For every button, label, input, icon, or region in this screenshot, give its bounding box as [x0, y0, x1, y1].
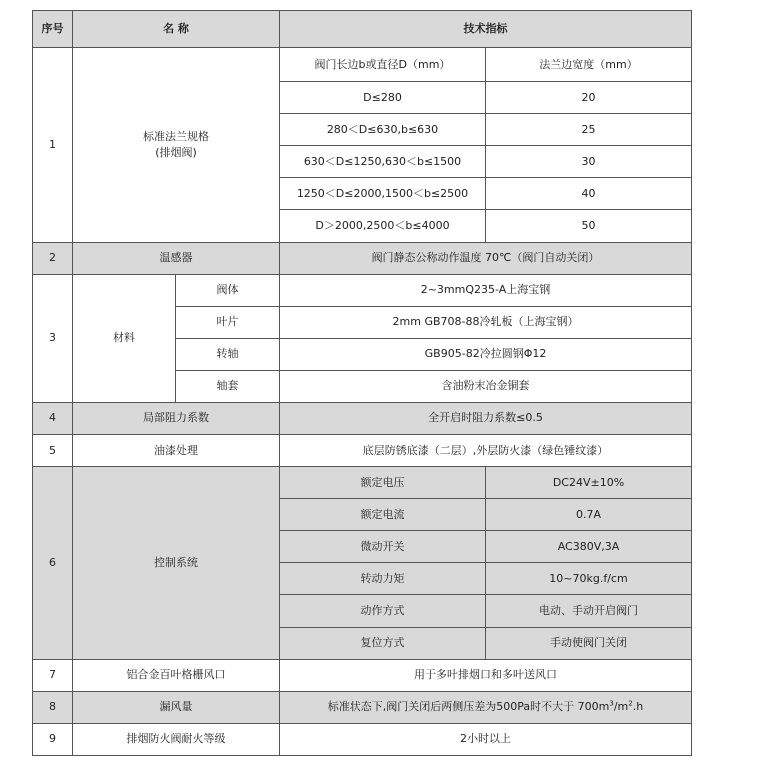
row-3-spec: GB905-82冷拉圆钢Φ12 [280, 338, 692, 370]
row-4 [33, 402, 692, 434]
row-2-spec: 阀门静态公称动作温度 70℃（阀门自动关闭） [280, 242, 692, 274]
row-6-no: 6 [33, 467, 73, 659]
row-6-value: AC380V,3A [486, 531, 692, 563]
row-6-param: 复位方式 [280, 627, 486, 659]
row-8-spec [280, 691, 692, 723]
row-7-name: 铝合金百叶格栅风口 [73, 659, 280, 691]
row-7-no: 7 [33, 659, 73, 691]
row-1-width: 40 [486, 178, 692, 210]
row-8-spec-mid: /m [613, 700, 629, 714]
row-6-param: 额定电流 [280, 499, 486, 531]
row-4-name: 局部阻力系数 [73, 402, 280, 434]
row-6-param: 微动开关 [280, 531, 486, 563]
header-no: 序号 [33, 11, 73, 48]
row-1-width: 25 [486, 114, 692, 146]
row-6-value: 0.7A [486, 499, 692, 531]
row-3-spec: 2mm GB708-88冷轧板（上海宝钢） [280, 306, 692, 338]
row-6-value: 电动、手动开启阀门 [486, 595, 692, 627]
row-1-range: D≤280 [280, 82, 486, 114]
row-5-name: 油漆处理 [73, 435, 280, 467]
row-3-no: 3 [33, 274, 73, 402]
row-8-no: 8 [33, 691, 73, 723]
row-7-spec: 用于多叶排烟口和多叶送风口 [280, 659, 692, 691]
row-6-param: 转动力矩 [280, 563, 486, 595]
row-8-spec-end: .h [632, 700, 644, 714]
header-row [33, 11, 692, 48]
row-3-part: 转轴 [176, 338, 280, 370]
row-6-param: 动作方式 [280, 595, 486, 627]
row-4-no: 4 [33, 402, 73, 434]
row-8-spec-sup1: 3 [609, 699, 614, 708]
row-6-item [33, 467, 692, 499]
row-1-subheader-col2: 法兰边宽度（mm） [486, 48, 692, 82]
row-8 [33, 691, 692, 723]
row-5-spec: 底层防锈底漆（二层）,外层防火漆（绿色锤纹漆） [280, 435, 692, 467]
row-3-name: 材料 [73, 274, 176, 402]
header-name: 名 称 [73, 11, 280, 48]
row-3-spec: 2~3mmQ235-A上海宝钢 [280, 274, 692, 306]
row-1-no: 1 [33, 48, 73, 242]
row-2-name: 温感器 [73, 242, 280, 274]
row-3-part: 轴套 [176, 370, 280, 402]
row-8-spec-sup2: 2 [628, 699, 633, 708]
row-1-width: 20 [486, 82, 692, 114]
row-1-range: 280＜D≤630,b≤630 [280, 114, 486, 146]
row-1-range: 630＜D≤1250,630＜b≤1500 [280, 146, 486, 178]
row-3-part: 阀体 [176, 274, 280, 306]
row-2-no: 2 [33, 242, 73, 274]
row-4-spec: 全开启时阻力系数≤0.5 [280, 402, 692, 434]
row-1-range: 1250＜D≤2000,1500＜b≤2500 [280, 178, 486, 210]
row-1-range: D＞2000,2500＜b≤4000 [280, 210, 486, 242]
row-6-value: 10~70kg.f/cm [486, 563, 692, 595]
row-9-spec: 2小时以上 [280, 723, 692, 755]
row-6-param: 额定电压 [280, 467, 486, 499]
row-5-no: 5 [33, 435, 73, 467]
row-1-subheader-col1: 阀门长边b或直径D（mm） [280, 48, 486, 82]
row-5 [33, 435, 692, 467]
header-spec: 技术指标 [280, 11, 692, 48]
row-1-width: 50 [486, 210, 692, 242]
row-3-part: 叶片 [176, 306, 280, 338]
row-1-subheader [33, 48, 692, 82]
spec-table [32, 10, 692, 756]
row-6-value: DC24V±10% [486, 467, 692, 499]
row-6-name: 控制系统 [73, 467, 280, 659]
row-7 [33, 659, 692, 691]
row-3-item [33, 274, 692, 306]
row-9-no: 9 [33, 723, 73, 755]
row-8-name: 漏风量 [73, 691, 280, 723]
row-1-name: 标准法兰规格 (排烟阀) [73, 48, 280, 242]
row-9 [33, 723, 692, 755]
row-8-spec-main: 标准状态下,阀门关闭后两侧压差为500Pa时不大于 700m [327, 700, 610, 714]
row-3-spec: 含油粉末冶金铜套 [280, 370, 692, 402]
row-2 [33, 242, 692, 274]
row-1-width: 30 [486, 146, 692, 178]
row-9-name: 排烟防火阀耐火等级 [73, 723, 280, 755]
row-6-value: 手动使阀门关闭 [486, 627, 692, 659]
